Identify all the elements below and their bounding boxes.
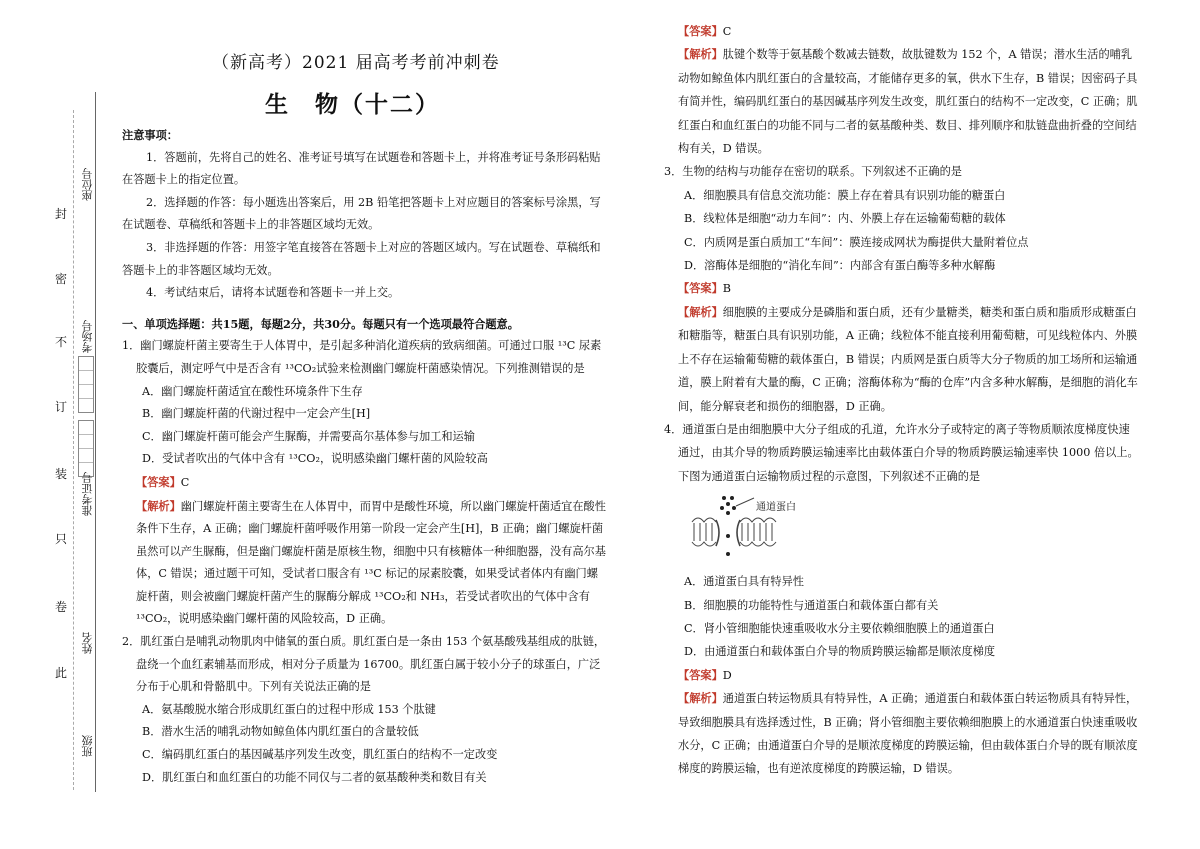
channel-protein-figure: [688, 492, 818, 562]
exam-room-box[interactable]: [78, 356, 94, 413]
question-option: A．幽门螺旋杆菌适宜在酸性环境条件下生存: [142, 384, 363, 398]
question-stem: 4．通道蛋白是由细胞膜中大分子组成的孔道，允许水分子或特定的离子等物质顺浓度梯度快速通过，由其介导的物质跨膜运输速率比由载体蛋白介导的物质跨膜运输速率快 1000 倍以上。下图为通道蛋白运输物质过程的示意图，下列叙述不正确的是: [664, 422, 1139, 483]
question-option: C．幽门螺旋杆菌可能会产生脲酶，并需要高尔基体参与加工和运输: [142, 429, 475, 443]
answer-value: D: [722, 668, 732, 682]
notice-item: 2．选择题的作答：每小题选出答案后，用 2B 铅笔把答题卡上对应题目的答案标号涂黑，写在试题卷、草稿纸和答题卡上的非答题区域均无效。: [122, 195, 601, 232]
explanation: [664, 687, 1140, 781]
notice-item: 1．答题前，先将自己的姓名、准考证号填写在试题卷和答题卡上，并将准考证号条形码粘贴在答题卡上的指定位置。: [122, 150, 601, 187]
question-option: C．肾小管细胞能快速重吸收水分主要依赖细胞膜上的通道蛋白: [684, 621, 995, 635]
answer-tag: 【答案】: [678, 667, 723, 682]
seat-number-label: 座位号: [81, 168, 94, 201]
question-option: B．细胞膜的功能特性与通道蛋白和载体蛋白都有关: [684, 598, 939, 612]
question-option: D．受试者吹出的气体中含有 ¹³CO₂，说明感染幽门螺杆菌的风险较高: [142, 452, 488, 466]
question-stem: 2．肌红蛋白是哺乳动物肌肉中储氧的蛋白质。肌红蛋白是一条由 153 个氨基酸残基组成的肽链，盘绕一个血红素辅基而形成，相对分子质量为 16700。肌红蛋白属于较小分子的球蛋白，广泛分布于心肌和骨骼肌中。下列有关说法正确的是: [122, 635, 606, 694]
explanation-tag: 【解析】: [678, 47, 723, 62]
binding-char: 订: [55, 400, 68, 414]
binding-char: 卷: [55, 600, 68, 614]
question-option: C．内质网是蛋白质加工“车间”：膜连接成网状为酶提供大量附着位点: [684, 235, 1029, 249]
explanation-text: 细胞膜的主要成分是磷脂和蛋白质，还有少量糖类，糖类和蛋白质和脂质形成糖蛋白和糖脂等，糖蛋白具有识别功能，A 正确；线粒体不能直接利用葡萄糖，可见线粒体内、外膜上不存在运输葡萄糖的载体蛋白，B 错误；内质网是蛋白质等大分子物质的加工场所和运输通道，膜上附着有大量的酶，C 正确；溶酶体称为“酶的仓库”内含多种水解酶，是细胞的消化车间，能分解衰老和损伤的细胞器，D 正确。: [678, 305, 1138, 413]
explanation-tag: 【解析】: [136, 498, 181, 513]
answer-line: [122, 471, 608, 495]
explanation: [664, 301, 1140, 418]
question-stem: 1．幽门螺旋杆菌主要寄生于人体胃中，是引起多种消化道疾病的致病细菌。可通过口服 ¹³C 尿素胶囊后，测定呼气中是否含有 ¹³CO₂试验来检测幽门螺旋杆菌感染情况。下列推测错误的是: [122, 339, 602, 375]
answer-line: [664, 664, 1140, 687]
notice-item: 4．考试结束后，请将本试题卷和答题卡一并上交。: [146, 286, 400, 300]
answer-line: [664, 20, 1140, 43]
exam-subtitle: 生 物（十二）: [265, 91, 440, 118]
explanation-tag: 【解析】: [678, 691, 723, 706]
question-option: D．溶酶体是细胞的“消化车间”：内部含有蛋白酶等多种水解酶: [684, 259, 996, 273]
ticket-number-box[interactable]: [78, 420, 94, 477]
explanation: [664, 43, 1140, 160]
cut-line: [73, 110, 74, 790]
question-option: B．幽门螺旋杆菌的代谢过程中一定会产生[H]: [142, 407, 371, 421]
exam-room-label: 考场号: [81, 320, 94, 353]
question-option: D．肌红蛋白和血红蛋白的功能不同仅与二者的氨基酸种类和数目有关: [142, 770, 487, 784]
notice-heading: 注意事项：: [122, 128, 178, 142]
binding-margin: [0, 0, 120, 849]
explanation-text: 幽门螺旋杆菌主要寄生在人体胃中，而胃中是酸性环境，所以幽门螺旋杆菌适宜在酸性条件下生存，A 正确；幽门螺旋杆菌呼吸作用第一阶段一定会产生[H]，B 正确；幽门螺旋杆菌虽然可以产生脲酶，但是幽门螺旋杆菌是原核生物，细胞中只有核糖体一种细胞器，没有高尔基体，C 错误；通过题干可知，受试者口服含有 ¹³C 标记的尿素胶囊，如果受试者体内有幽门螺旋杆菌，则会被幽门螺旋杆菌产生的脲酶分解成 ¹³CO₂和 NH₃，若受试者吹出的气体中含有 ¹³CO₂，说明感染幽门螺杆菌的风险较高，D 正确。: [136, 499, 606, 626]
ticket-number-label: 准考证号: [81, 472, 94, 516]
binding-char: 只: [55, 532, 68, 546]
left-column: [122, 124, 608, 789]
question-option: B．潜水生活的哺乳动物如鲸鱼体内肌红蛋白的含量较低: [142, 725, 419, 739]
question-option: C．编码肌红蛋白的基因碱基序列发生改变，肌红蛋白的结构不一定改变: [142, 748, 498, 762]
binding-char: 装: [55, 467, 68, 481]
explanation-text: 通道蛋白转运物质具有特异性，A 正确；通道蛋白和载体蛋白转运物质具有特异性，导致细胞膜具有选择透过性，B 正确；肾小管细胞主要依赖细胞膜上的水通道蛋白快速重吸收水分，C 正确；由通道蛋白介导的是顺浓度梯度的跨膜运输，但由载体蛋白介导的既有顺浓度梯度的跨膜运输，也有逆浓度梯度的跨膜运输，D 错误。: [678, 692, 1138, 776]
question-option: A．氨基酸脱水缩合形成肌红蛋白的过程中形成 153 个肽键: [142, 702, 436, 716]
notice-item: 3．非选择题的作答：用签字笔直接答在答题卡上对应的答题区域内。写在试题卷、草稿纸和答题卡上的非答题区域均无效。: [122, 240, 601, 277]
question-option: A．细胞膜具有信息交流功能：膜上存在着具有识别功能的糖蛋白: [684, 188, 1006, 202]
explanation-text: 肽键个数等于氨基酸个数减去链数，故肽键数为 152 个，A 错误；潜水生活的哺乳动物如鲸鱼体内肌红蛋白的含量较高，才能储存更多的氧，供水下生存，B 错误；因密码子具有简并性，编码肌红蛋白的基因碱基序列发生改变，肌红蛋白的结构不一定改变，C 正确；肌红蛋白和血红蛋白的功能不同与二者的氨基酸种类、数目、排列顺序和肽链盘曲折叠的空间结构有关，D 错误。: [678, 48, 1138, 156]
name-label: 姓名: [81, 632, 94, 654]
answer-tag: 【答案】: [136, 474, 181, 489]
binding-char: 不: [55, 335, 68, 349]
exam-title: （新高考）2021 届高考考前冲刺卷: [212, 53, 500, 73]
answer-value: C: [722, 25, 732, 38]
figure-label: 通道蛋白: [756, 502, 796, 514]
membrane-diagram: [688, 492, 818, 562]
question-stem: 3．生物的结构与功能存在密切的联系。下列叙述不正确的是: [664, 165, 962, 179]
answer-line: [664, 277, 1140, 300]
explanation-tag: 【解析】: [678, 304, 723, 319]
binding-char: 此: [55, 666, 68, 680]
answer-tag: 【答案】: [678, 281, 723, 296]
answer-value: B: [722, 282, 731, 296]
section-heading: 一、单项选择题：共15题，每题2分，共30分。每题只有一个选项最符合题意。: [122, 316, 519, 331]
class-label: 班级: [81, 735, 94, 757]
explanation: [122, 495, 608, 632]
binding-char: 密: [55, 272, 68, 286]
answer-tag: 【答案】: [678, 24, 723, 38]
question-option: D．由通道蛋白和载体蛋白介导的物质跨膜运输都是顺浓度梯度: [684, 645, 996, 659]
question-option: B．线粒体是细胞“动力车间”：内、外膜上存在运输葡萄糖的载体: [684, 212, 1006, 226]
binding-char: 封: [55, 207, 68, 221]
answer-value: C: [180, 475, 190, 489]
question-option: A．通道蛋白具有特异性: [684, 575, 804, 589]
right-column: [664, 20, 1140, 781]
